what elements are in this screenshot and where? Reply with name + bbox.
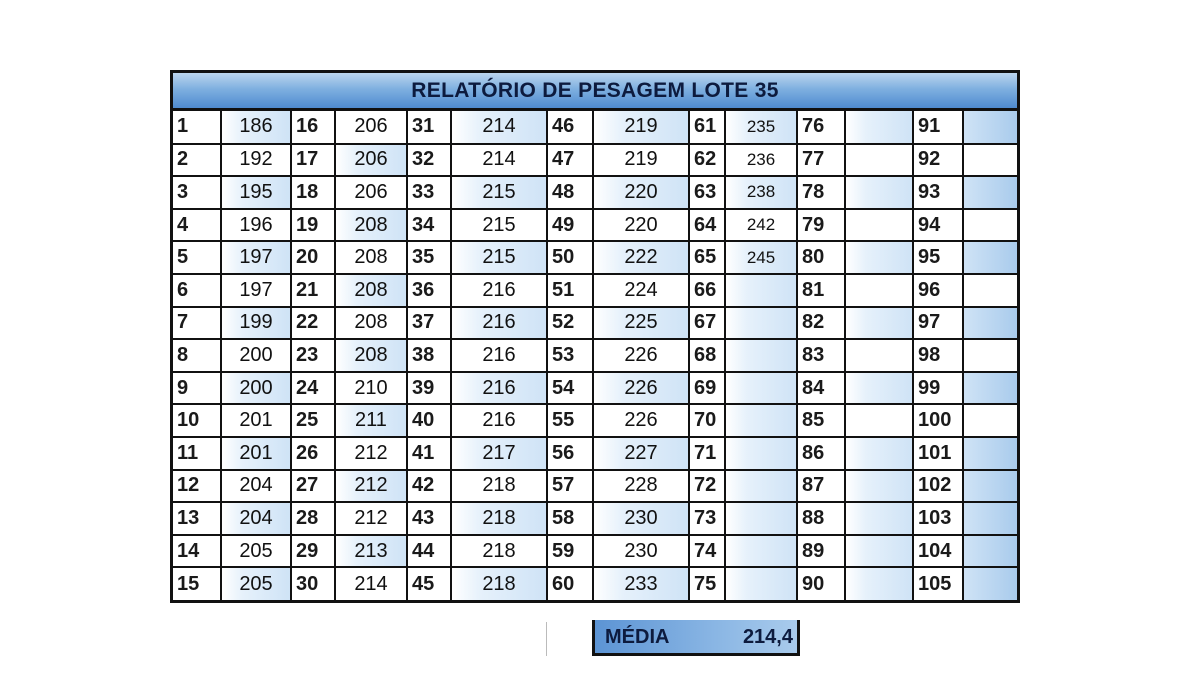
weight-value [963,404,1017,437]
animal-number: 34 [407,209,451,242]
animal-number: 64 [689,209,725,242]
animal-number: 43 [407,502,451,535]
table-row [173,535,1017,568]
animal-number: 38 [407,339,451,372]
animal-number: 41 [407,437,451,470]
animal-number: 52 [547,307,593,340]
weight-value: 208 [335,241,407,274]
table-row [173,241,1017,274]
weight-value [725,535,797,568]
animal-number: 85 [797,404,845,437]
animal-number: 54 [547,372,593,405]
weight-value: 215 [451,241,547,274]
animal-number: 60 [547,567,593,600]
weight-value: 208 [335,274,407,307]
animal-number: 59 [547,535,593,568]
weight-value: 213 [335,535,407,568]
animal-number: 3 [173,176,221,209]
animal-number: 45 [407,567,451,600]
animal-number: 87 [797,470,845,503]
weight-value: 219 [593,144,689,177]
animal-number: 94 [913,209,963,242]
weight-value [725,372,797,405]
weight-value: 210 [335,372,407,405]
animal-number: 76 [797,111,845,144]
weight-value: 199 [221,307,291,340]
weight-value [725,274,797,307]
weight-value: 233 [593,567,689,600]
animal-number: 99 [913,372,963,405]
animal-number: 51 [547,274,593,307]
weight-value [845,209,913,242]
weight-value [845,339,913,372]
table-row [173,176,1017,209]
weight-value [845,307,913,340]
weight-value: 218 [451,470,547,503]
animal-number: 44 [407,535,451,568]
weight-value [963,470,1017,503]
animal-number: 21 [291,274,335,307]
animal-number: 42 [407,470,451,503]
report-title: RELATÓRIO DE PESAGEM LOTE 35 [173,73,1017,111]
table-row [173,209,1017,242]
weight-value: 212 [335,437,407,470]
weight-value: 238 [725,176,797,209]
animal-number: 71 [689,437,725,470]
average-box [592,620,800,656]
weight-value: 220 [593,176,689,209]
animal-number: 14 [173,535,221,568]
weight-value [725,307,797,340]
animal-number: 39 [407,372,451,405]
animal-number: 61 [689,111,725,144]
weight-value: 206 [335,111,407,144]
weight-value: 218 [451,535,547,568]
weight-value: 208 [335,339,407,372]
animal-number: 104 [913,535,963,568]
weight-value: 216 [451,372,547,405]
animal-number: 90 [797,567,845,600]
weight-value: 216 [451,307,547,340]
animal-number: 10 [173,404,221,437]
animal-number: 48 [547,176,593,209]
weight-value [963,274,1017,307]
weight-value: 201 [221,404,291,437]
animal-number: 102 [913,470,963,503]
weight-value: 236 [725,144,797,177]
table-row [173,437,1017,470]
weight-value: 218 [451,502,547,535]
animal-number: 70 [689,404,725,437]
weight-value: 227 [593,437,689,470]
weight-value: 226 [593,404,689,437]
animal-number: 105 [913,567,963,600]
weight-value: 204 [221,502,291,535]
weight-value: 212 [335,502,407,535]
weight-value [845,567,913,600]
animal-number: 101 [913,437,963,470]
weight-value [963,567,1017,600]
weight-value [963,307,1017,340]
animal-number: 98 [913,339,963,372]
weight-value: 226 [593,372,689,405]
weight-value: 226 [593,339,689,372]
animal-number: 1 [173,111,221,144]
animal-number: 25 [291,404,335,437]
weight-value: 225 [593,307,689,340]
animal-number: 93 [913,176,963,209]
animal-number: 77 [797,144,845,177]
animal-number: 74 [689,535,725,568]
weight-value [845,470,913,503]
weight-value [845,437,913,470]
animal-number: 81 [797,274,845,307]
weight-value: 186 [221,111,291,144]
weight-value: 206 [335,144,407,177]
animal-number: 92 [913,144,963,177]
animal-number: 55 [547,404,593,437]
animal-number: 29 [291,535,335,568]
animal-number: 7 [173,307,221,340]
animal-number: 2 [173,144,221,177]
animal-number: 22 [291,307,335,340]
animal-number: 12 [173,470,221,503]
animal-number: 18 [291,176,335,209]
animal-number: 16 [291,111,335,144]
weight-value: 192 [221,144,291,177]
animal-number: 15 [173,567,221,600]
average-value: 214,4 [742,626,793,648]
animal-number: 58 [547,502,593,535]
weight-value [963,502,1017,535]
animal-number: 66 [689,274,725,307]
animal-number: 35 [407,241,451,274]
animal-number: 97 [913,307,963,340]
animal-number: 49 [547,209,593,242]
animal-number: 5 [173,241,221,274]
weight-value: 206 [335,176,407,209]
animal-number: 9 [173,372,221,405]
weight-value: 197 [221,241,291,274]
weight-value: 224 [593,274,689,307]
table-row [173,502,1017,535]
weight-value: 211 [335,404,407,437]
weight-value: 208 [335,307,407,340]
weight-value [963,144,1017,177]
weight-value [725,437,797,470]
weight-value: 218 [451,567,547,600]
weight-value [963,176,1017,209]
animal-number: 89 [797,535,845,568]
animal-number: 62 [689,144,725,177]
weight-value [845,372,913,405]
weight-value [725,567,797,600]
animal-number: 82 [797,307,845,340]
animal-number: 19 [291,209,335,242]
weight-value [845,404,913,437]
animal-number: 69 [689,372,725,405]
animal-number: 17 [291,144,335,177]
weight-value: 242 [725,209,797,242]
animal-number: 6 [173,274,221,307]
animal-number: 73 [689,502,725,535]
table-row [173,144,1017,177]
weight-value: 201 [221,437,291,470]
weight-value: 195 [221,176,291,209]
table-row [173,274,1017,307]
weight-value [845,535,913,568]
animal-number: 27 [291,470,335,503]
divider-line [546,622,547,656]
weight-value [963,372,1017,405]
animal-number: 75 [689,567,725,600]
animal-number: 20 [291,241,335,274]
table-row [173,404,1017,437]
weight-value [725,404,797,437]
animal-number: 50 [547,241,593,274]
animal-number: 8 [173,339,221,372]
animal-number: 24 [291,372,335,405]
table-row [173,372,1017,405]
weight-value: 228 [593,470,689,503]
animal-number: 80 [797,241,845,274]
animal-number: 96 [913,274,963,307]
weight-value [963,241,1017,274]
weight-value [963,111,1017,144]
animal-number: 100 [913,404,963,437]
weighing-report-table [170,70,1020,603]
weight-value: 245 [725,241,797,274]
animal-number: 88 [797,502,845,535]
weight-value: 222 [593,241,689,274]
weight-value: 235 [725,111,797,144]
weight-value: 216 [451,339,547,372]
weight-value: 197 [221,274,291,307]
weight-value: 214 [335,567,407,600]
table-row [173,307,1017,340]
weight-value: 216 [451,404,547,437]
weight-value [725,339,797,372]
table-row [173,111,1017,144]
weight-value: 215 [451,209,547,242]
weight-value: 230 [593,502,689,535]
weight-value [963,535,1017,568]
weight-value: 219 [593,111,689,144]
animal-number: 40 [407,404,451,437]
animal-number: 53 [547,339,593,372]
table-row [173,339,1017,372]
weight-value: 205 [221,567,291,600]
table-row [173,470,1017,503]
animal-number: 84 [797,372,845,405]
weight-value: 220 [593,209,689,242]
weight-value [725,470,797,503]
animal-number: 46 [547,111,593,144]
animal-number: 91 [913,111,963,144]
weight-value [963,209,1017,242]
weight-value: 216 [451,274,547,307]
weight-value [963,339,1017,372]
weight-value [963,437,1017,470]
weight-value: 217 [451,437,547,470]
animal-number: 68 [689,339,725,372]
weight-value: 214 [451,144,547,177]
weight-value [845,111,913,144]
animal-number: 78 [797,176,845,209]
weight-value [845,176,913,209]
weight-value [845,274,913,307]
animal-number: 13 [173,502,221,535]
animal-number: 33 [407,176,451,209]
animal-number: 28 [291,502,335,535]
weight-value [845,144,913,177]
animal-number: 11 [173,437,221,470]
animal-number: 32 [407,144,451,177]
animal-number: 47 [547,144,593,177]
animal-number: 26 [291,437,335,470]
weight-value: 196 [221,209,291,242]
animal-number: 57 [547,470,593,503]
weight-value: 204 [221,470,291,503]
animal-number: 79 [797,209,845,242]
animal-number: 23 [291,339,335,372]
animal-number: 37 [407,307,451,340]
weight-value [725,502,797,535]
animal-number: 56 [547,437,593,470]
animal-number: 65 [689,241,725,274]
weight-value: 212 [335,470,407,503]
animal-number: 95 [913,241,963,274]
animal-number: 4 [173,209,221,242]
average-label: MÉDIA [605,626,670,648]
animal-number: 86 [797,437,845,470]
weight-value: 214 [451,111,547,144]
weight-value: 208 [335,209,407,242]
weight-value: 215 [451,176,547,209]
animal-number: 72 [689,470,725,503]
animal-number: 83 [797,339,845,372]
weight-value [845,502,913,535]
animal-number: 31 [407,111,451,144]
weights-grid [173,111,1017,600]
weight-value: 230 [593,535,689,568]
animal-number: 63 [689,176,725,209]
animal-number: 67 [689,307,725,340]
weight-value: 200 [221,339,291,372]
weight-value: 200 [221,372,291,405]
animal-number: 30 [291,567,335,600]
animal-number: 36 [407,274,451,307]
table-row [173,567,1017,600]
animal-number: 103 [913,502,963,535]
weight-value: 205 [221,535,291,568]
weight-value [845,241,913,274]
